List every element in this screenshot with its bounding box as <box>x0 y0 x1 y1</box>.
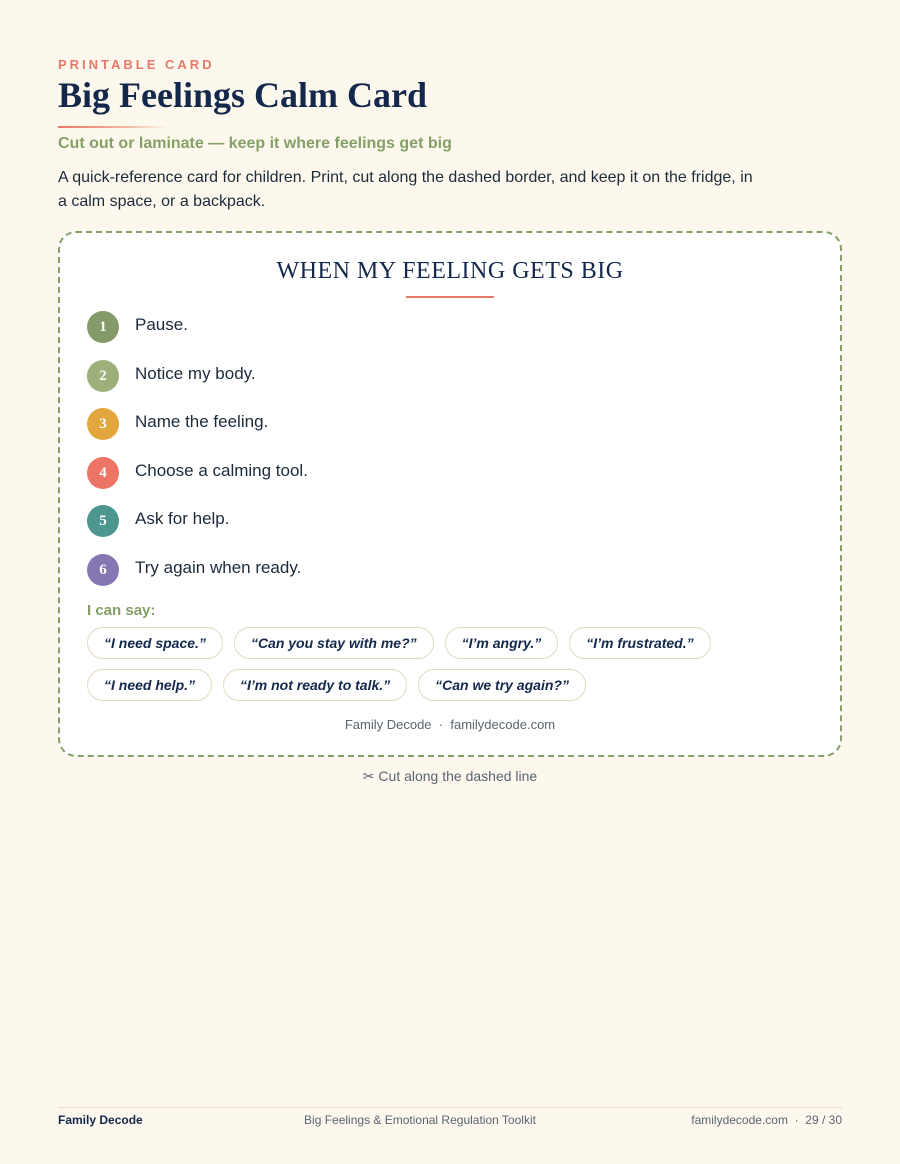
step-number-badge: 1 <box>87 311 119 343</box>
card-footer <box>60 717 840 732</box>
step-text: Pause. <box>135 315 188 334</box>
step-number-badge: 3 <box>87 408 119 440</box>
page-subtitle: Cut out or laminate — keep it where feelings get big <box>58 135 452 152</box>
page-number: 29 / 30 <box>805 1113 842 1127</box>
phrase-chip: “I’m angry.” <box>445 627 559 659</box>
page-title: Big Feelings Calm Card <box>58 75 427 115</box>
step-number-badge: 5 <box>87 505 119 537</box>
card-footer-url: familydecode.com <box>450 717 556 732</box>
calm-card <box>58 231 842 757</box>
step-number-badge: 4 <box>87 457 119 489</box>
page-footer <box>58 1113 842 1131</box>
step-number-badge: 2 <box>87 360 119 392</box>
card-footer-separator: · <box>438 717 444 732</box>
phrase-chip: “Can you stay with me?” <box>234 627 434 659</box>
card-footer-brand: Family Decode <box>344 717 432 732</box>
step-text: Try again when ready. <box>135 557 302 577</box>
footer-document-title: Big Feelings & Emotional Regulation Toolkit <box>304 1113 536 1127</box>
eyebrow-label: PRINTABLE CARD <box>58 57 215 72</box>
phrase-chip: “I need help.” <box>87 669 212 701</box>
card-title-divider <box>406 296 494 298</box>
cut-instruction <box>58 768 842 785</box>
scissors-icon: ✂ Cut along the dashed line <box>362 768 538 784</box>
footer-brand: Family Decode <box>58 1113 143 1127</box>
footer-separator: · <box>794 1113 799 1127</box>
phrase-chips <box>87 627 807 711</box>
card-title: WHEN MY FEELING GETS BIG <box>276 258 624 284</box>
phrase-row <box>87 669 807 701</box>
title-divider <box>58 126 168 128</box>
step-text: Choose a calming tool. <box>135 460 308 480</box>
i-can-say-label: I can say: <box>87 602 156 619</box>
footer-page-info <box>691 1113 842 1127</box>
step-text: Name the feeling. <box>135 412 269 431</box>
step-number-badge: 6 <box>87 554 119 586</box>
phrase-chip: “I need space.” <box>87 627 223 659</box>
footer-url: familydecode.com <box>691 1113 788 1127</box>
phrase-chip: “I’m not ready to talk.” <box>223 669 407 701</box>
step-text: Ask for help. <box>135 509 230 528</box>
phrase-chip: “I’m frustrated.” <box>569 627 710 659</box>
document-page <box>58 0 842 1164</box>
phrase-row <box>87 627 807 659</box>
intro-paragraph: A quick-reference card for children. Print, cut along the dashed border, and keep it on the fridge, in a calm space, or a backpack. <box>58 169 753 210</box>
step-text: Notice my body. <box>135 363 256 383</box>
footer-divider <box>58 1107 842 1108</box>
phrase-chip: “Can we try again?” <box>418 669 586 701</box>
